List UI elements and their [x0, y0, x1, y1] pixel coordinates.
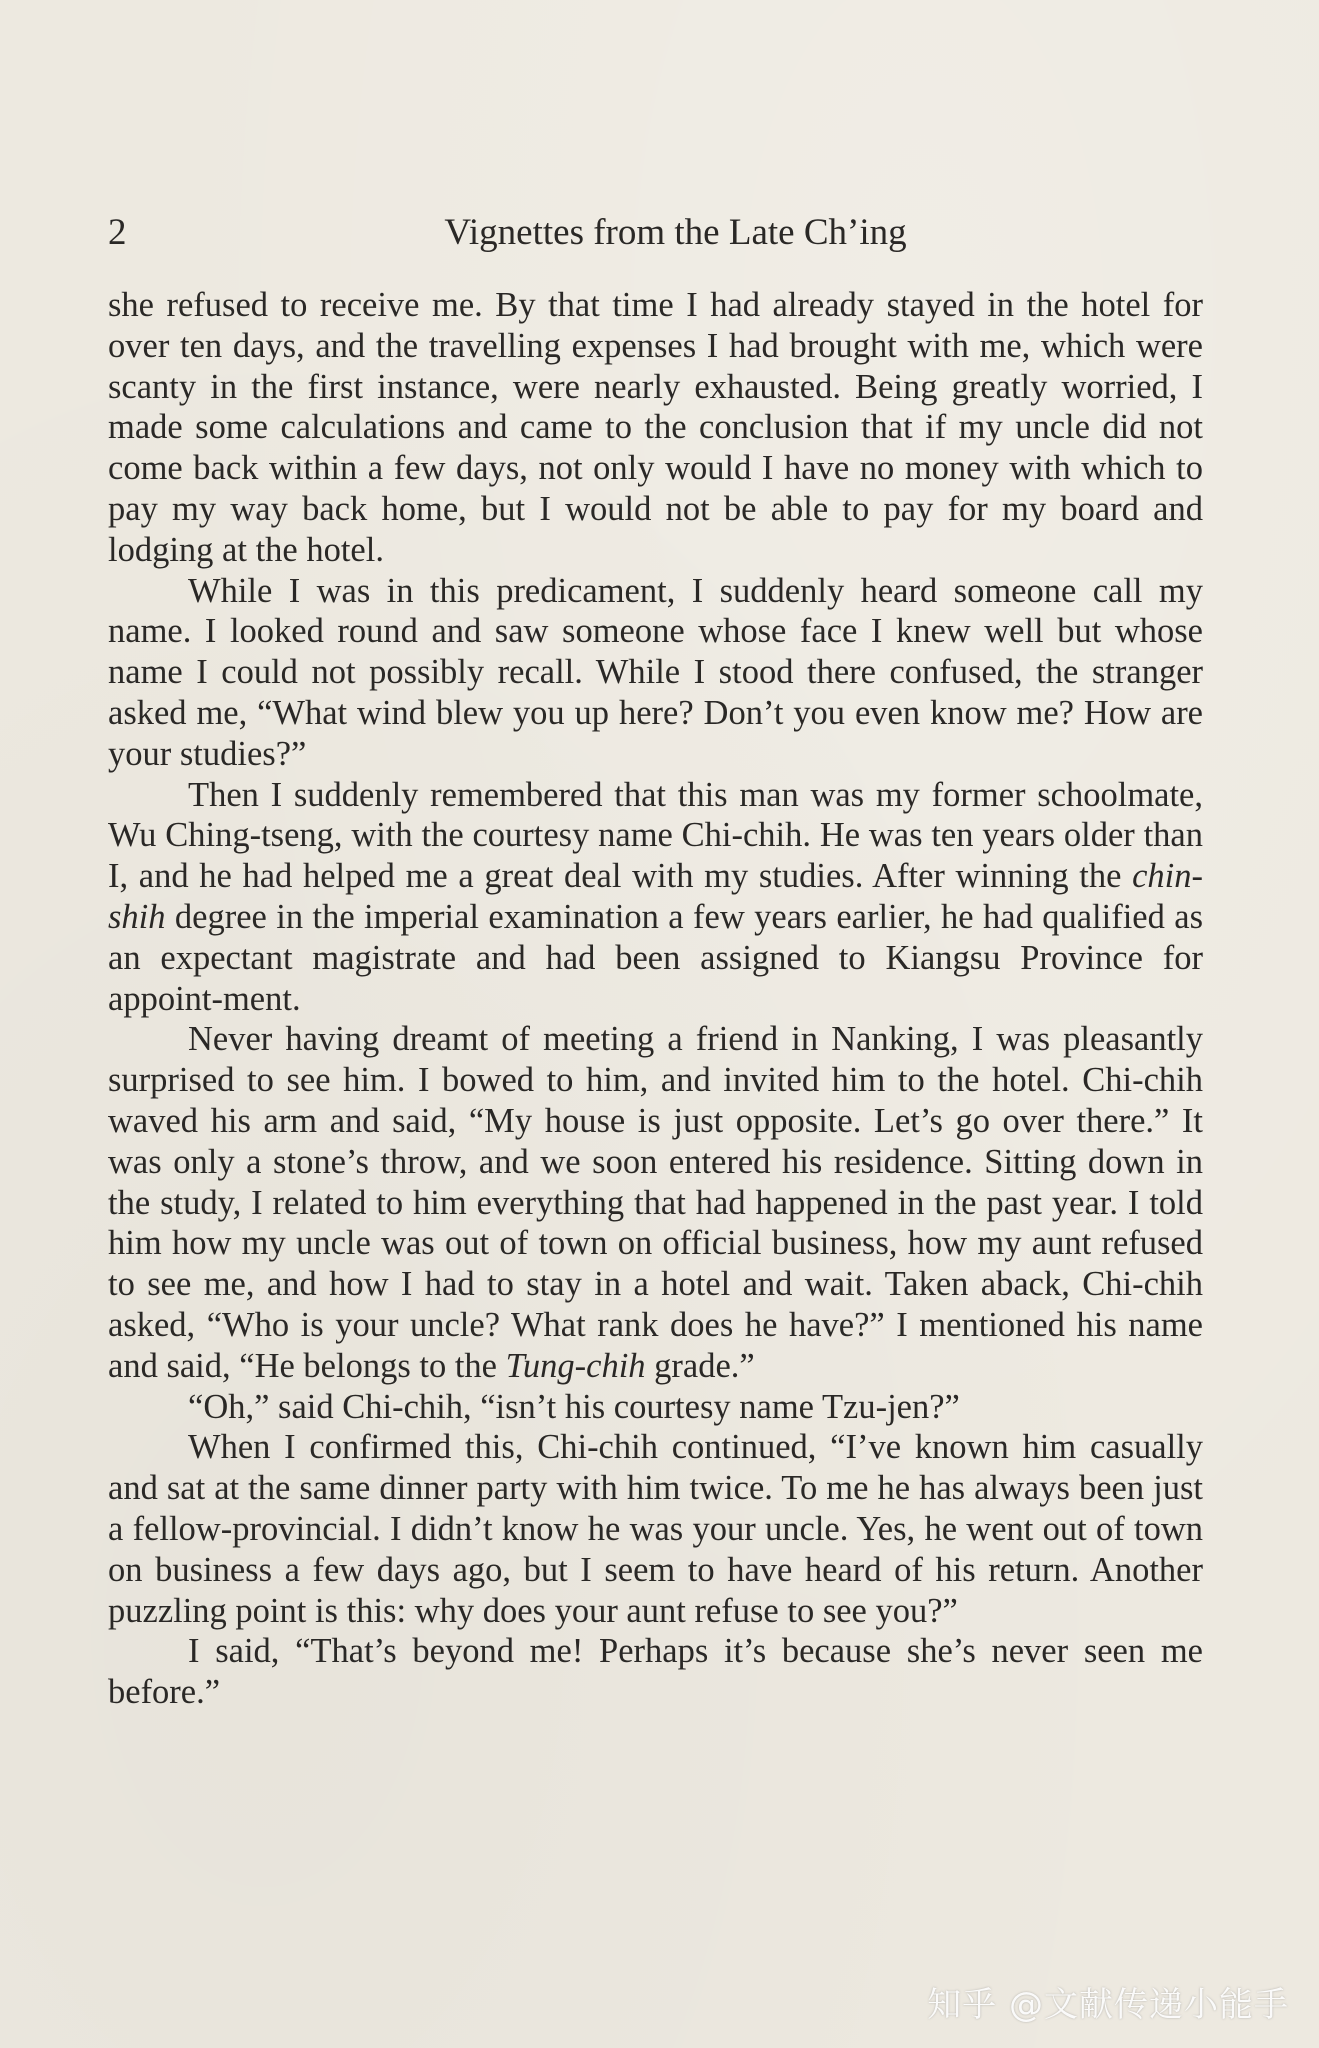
paragraph-text: “Oh,” said Chi-chih, “isn’t his courtesy name Tzu-jen?”: [188, 1387, 960, 1426]
paragraph-text: she refused to receive me. By that time I had already stayed in the hotel for over ten days, and the travelling expenses I had brought with me, which were scanty in the first instance, were nearly exhausted. Being greatly worried, I made some calculations and came to the conclusion that if my uncle did not come back within a few days, not only would I have no money with which to pay my way back home, but I would not be able to pay for my board and lodging at the hotel.: [108, 286, 1203, 569]
body-paragraph: [108, 775, 1203, 1020]
italic-term: chin-shih: [108, 857, 1203, 936]
paragraph-text: Never having dreamt of meeting a friend in Nanking, I was pleasantly surprised to see him. I bowed to him, and invited him to the hotel. Chi-chih waved his arm and said, “My house is just opposite. Let’s go over there.” It was only a stone’s throw, and we soon entered his residence. Sitting down in the study, I related to him everything that had happened in the past year. I told him how my uncle was out of town on official business, how my aunt refused to see me, and how I had to stay in a hotel and wait. Taken aback, Chi-chih asked, “Who is your uncle? What rank does he have?” I mentioned his name and said, “He belongs to the: [108, 1020, 1203, 1385]
body-paragraph: [108, 285, 1203, 571]
body-paragraph: [108, 571, 1203, 775]
body-paragraph: [108, 1427, 1203, 1631]
page-number: 2: [108, 212, 127, 253]
body-text: [108, 285, 1203, 1713]
italic-term: Tung-chih: [505, 1346, 646, 1385]
paragraph-text: Then I suddenly remembered that this man was my former schoolmate, Wu Ching-tseng, with the courtesy name Chi-chih. He was ten years older than I, and he had helped me a great deal with my studies. After winning the: [108, 775, 1203, 896]
body-paragraph: [108, 1019, 1203, 1386]
paragraph-text: degree in the imperial examination a few years earlier, he had qualified as an expectant magistrate and had been assigned to Kiangsu Province for appoint-ment.: [108, 897, 1203, 1018]
paragraph-text: When I confirmed this, Chi-chih continued, “I’ve known him casually and sat at the same dinner party with him twice. To me he has always been just a fellow-provincial. I didn’t know he was your uncle. Yes, he went out of town on business a few days ago, but I seem to have heard of his return. Another puzzling point is this: why does your aunt refuse to see you?”: [108, 1428, 1203, 1630]
running-title: Vignettes from the Late Ch’ing: [444, 212, 907, 253]
source-watermark: 知乎 @文献传递小能手: [927, 1985, 1289, 2025]
paragraph-text: While I was in this predicament, I suddenly heard someone call my name. I looked round and saw someone whose face I knew well but whose name I could not possibly recall. While I stood there confused, the stranger asked me, “What wind blew you up here? Don’t you even know me? How are your studies?”: [108, 571, 1203, 773]
body-paragraph: [108, 1387, 1203, 1428]
paragraph-text: grade.”: [645, 1346, 755, 1385]
body-paragraph: [108, 1631, 1203, 1713]
paragraph-text: I said, “That’s beyond me! Perhaps it’s because she’s never seen me before.”: [108, 1632, 1203, 1712]
page-header: [108, 206, 1203, 260]
